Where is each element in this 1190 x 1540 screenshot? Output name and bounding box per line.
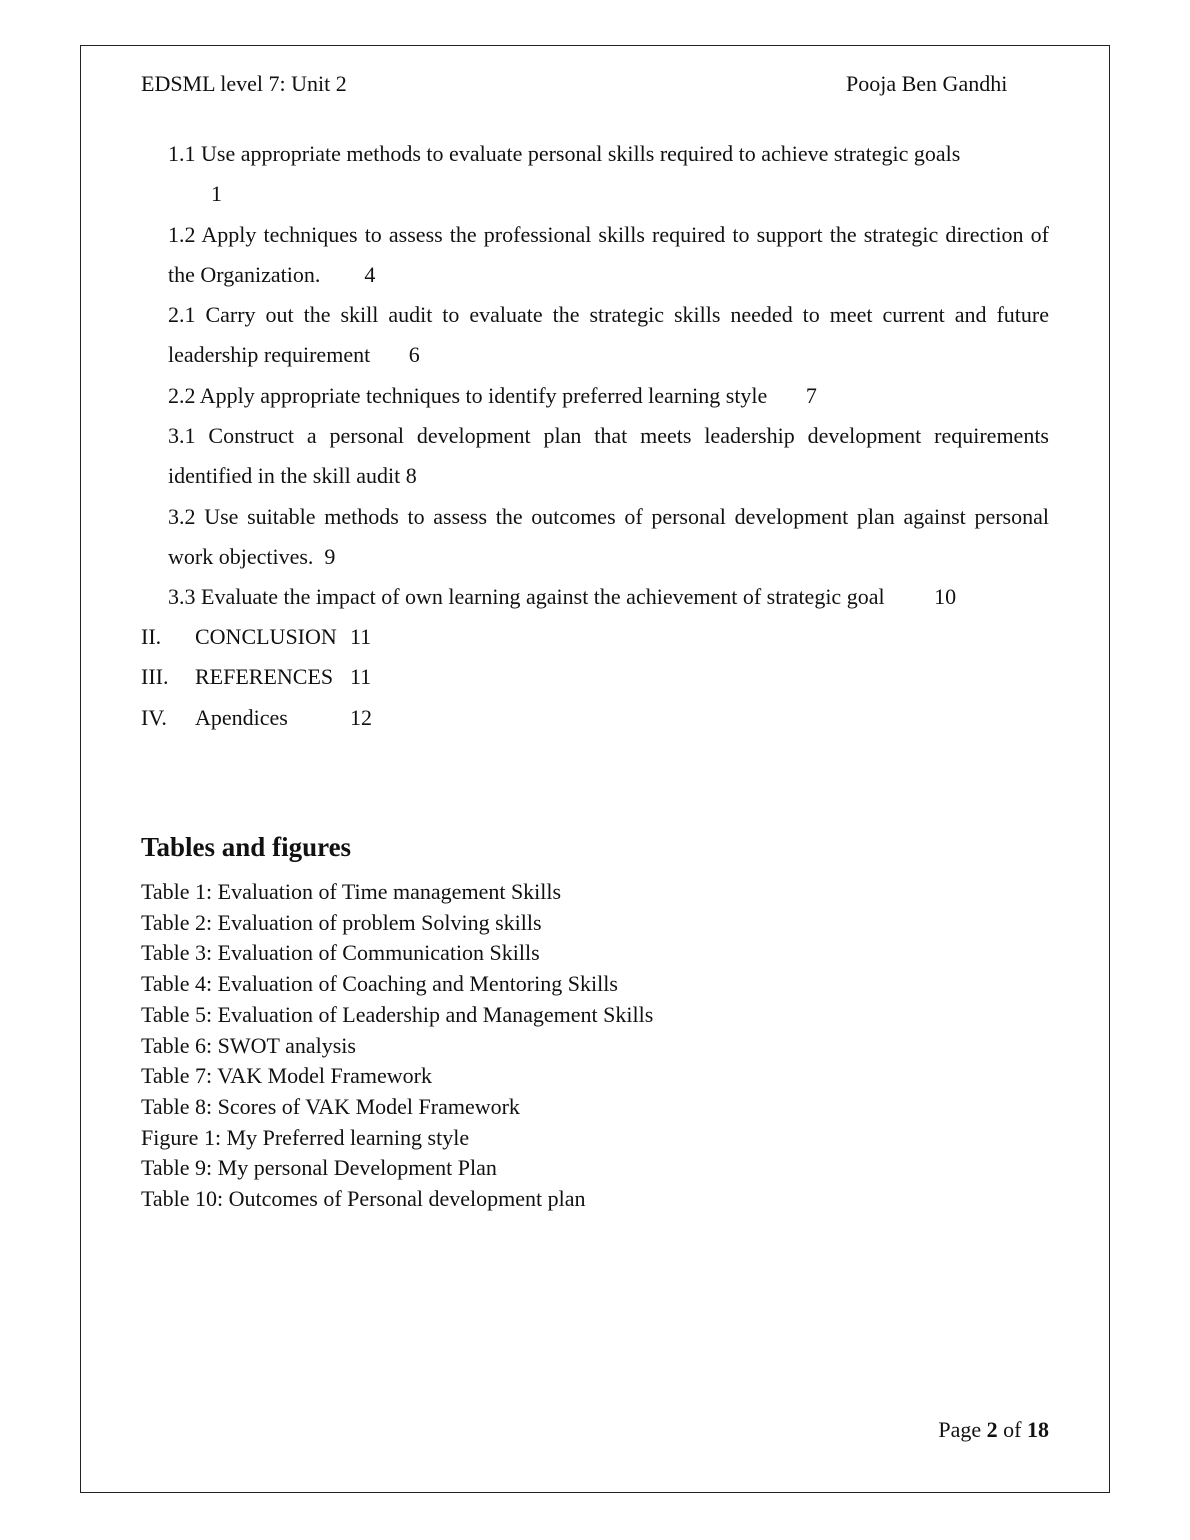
toc-entry-page: 7 [805, 382, 817, 408]
toc-entry-page: 9 [324, 543, 336, 569]
toc-entry-text: 2.1 Carry out the skill audit to evaluate the strategic skills needed to meet current and future leadership requirement [168, 302, 1049, 368]
list-item: Figure 1: My Preferred learning style [141, 1124, 470, 1150]
page-number-footer [938, 1416, 1049, 1444]
toc-entry[interactable] [168, 416, 1049, 497]
header-author-name: Pooja Ben Gandhi [846, 71, 1008, 96]
toc-section-page: 11 [350, 664, 372, 690]
toc-entry-text: 1.1 Use appropriate methods to evaluate personal skills required to achieve strategic goals [168, 141, 961, 166]
tables-and-figures-list [141, 877, 653, 1215]
toc-section-label: Apendices [195, 704, 288, 730]
toc-section-label: REFERENCES [195, 664, 334, 690]
toc-entry-page: 8 [405, 463, 417, 489]
list-item: Table 9: My personal Development Plan [141, 1155, 497, 1181]
tables-and-figures-heading: Tables and figures [141, 832, 352, 862]
toc-entry[interactable] [168, 134, 1049, 215]
toc-entry-text: 2.2 Apply appropriate techniques to identify preferred learning style [168, 382, 768, 408]
list-item: Table 10: Outcomes of Personal development plan [141, 1186, 586, 1212]
toc-entry-text: 3.1 Construct a personal development plan that meets leadership development requirements identified in the skill audit [168, 423, 1049, 489]
toc-section-page: 11 [350, 624, 372, 649]
toc-entry-text: 1.2 Apply techniques to assess the professional skills required to support the strategic direction of the Organization. [168, 221, 1049, 287]
toc-entry[interactable] [168, 577, 1049, 617]
toc-section-number: II. [141, 624, 162, 649]
toc-entry-page: 10 [934, 584, 957, 610]
list-item: Table 5: Evaluation of Leadership and Management Skills [141, 1001, 654, 1027]
footer-total-pages: 18 [1027, 1417, 1049, 1442]
toc-section-page: 12 [350, 704, 372, 730]
toc-entry-text: 3.2 Use suitable methods to assess the outcomes of personal development plan against personal work objectives. [168, 503, 1049, 569]
list-item: Table 4: Evaluation of Coaching and Mentoring Skills [141, 971, 618, 997]
toc-entry[interactable] [168, 497, 1049, 578]
list-item: Table 8: Scores of VAK Model Framework [141, 1093, 520, 1119]
toc-section-label: CONCLUSION [195, 624, 337, 649]
toc-entry-text: 3.3 Evaluate the impact of own learning against the achievement of strategic goal [168, 584, 885, 610]
header-course-title: EDSML level 7: Unit 2 [141, 71, 347, 96]
toc-entry-page: 1 [211, 181, 222, 207]
list-item: Table 1: Evaluation of Time management Skills [141, 879, 562, 904]
toc-entry[interactable] [168, 376, 1049, 416]
toc-entry[interactable] [168, 215, 1049, 296]
toc-entry-page: 4 [364, 261, 376, 287]
toc-entry[interactable] [168, 295, 1049, 376]
toc-entry-page: 6 [408, 342, 420, 368]
toc-section-number: III. [141, 664, 169, 690]
list-item: Table 2: Evaluation of problem Solving skills [141, 909, 542, 935]
list-item: Table 6: SWOT analysis [141, 1032, 356, 1058]
list-item: Table 3: Evaluation of Communication Skills [141, 940, 540, 966]
footer-of: of [1003, 1417, 1022, 1442]
list-item: Table 7: VAK Model Framework [141, 1063, 432, 1089]
table-of-contents [168, 134, 1049, 618]
footer-current-page: 2 [986, 1417, 998, 1442]
toc-section-number: IV. [141, 704, 167, 730]
footer-page-prefix: Page [938, 1417, 982, 1442]
